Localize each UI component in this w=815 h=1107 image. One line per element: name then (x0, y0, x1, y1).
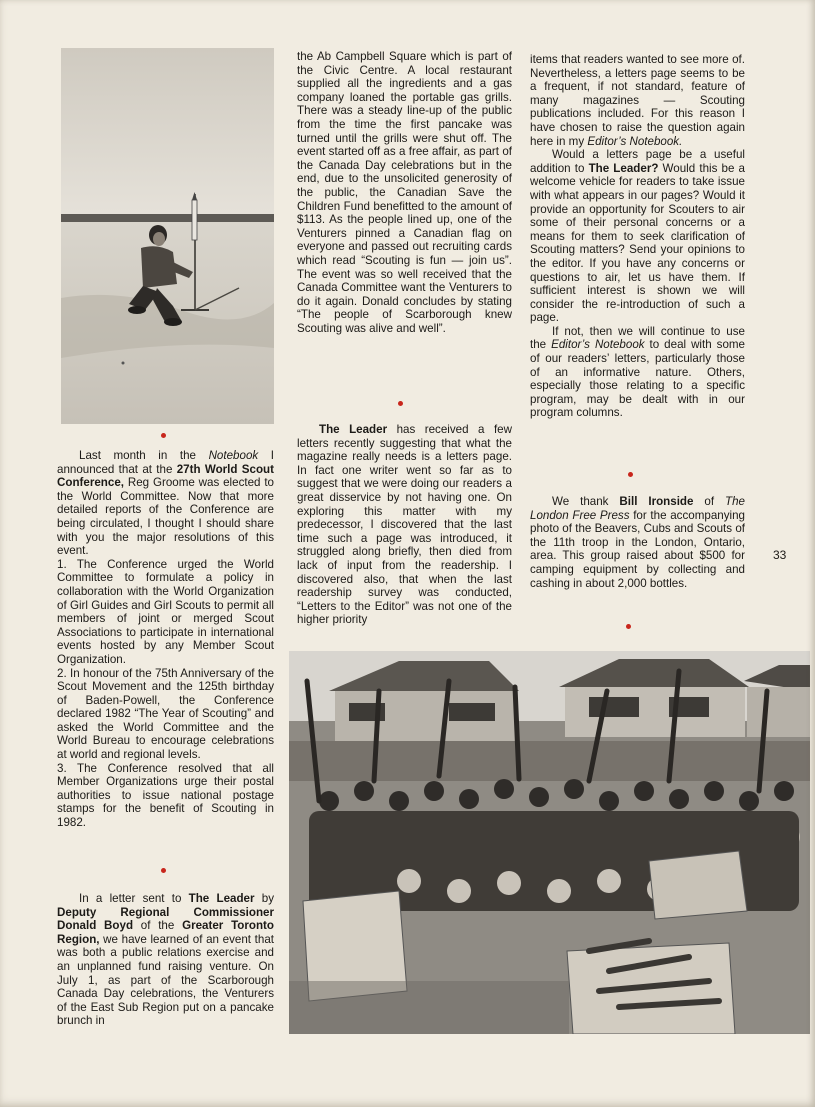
paragraph-photo-credit: We thank Bill Ironside of The London Free Press for the accompanying photo of the Beavers, Cubs and Scouts of the 11th troop in the London, Ontario, area. This group raised about $500 for camping equipment by collecting and cashing in about 2,000 bottles. (530, 495, 745, 590)
section-bullet (626, 624, 631, 629)
paragraph-pancake-continued: the Ab Campbell Square which is part of the Civic Centre. A local restaurant supplied all the ingredients and a gas company loaned the portable gas grills. There was a steady line-up of the public from the time the first pancake was turned until the grills were shut off. The event started off as a free affair, as part of the Canada Day celebrations but in the end, due to the unsolicited generosity of the public, the Canadian Save the Children Fund benefitted to the amount of $113. As the people lined up, one of the Venturers pinned a Canadian flag on everyone and passed out recruiting cards which read “Scouting is fun — join us”. The event was so well received that the Canada Committee want the Venturers to do it again. Donald concludes by stating “The people of Scarborough knew Scouting was alive and well”. (297, 50, 512, 335)
resolution-1: 1. The Conference urged the World Committee to formulate a policy in collaboration with the World Organization of Girl Guides and Girl Scouts to permit all members of joint or merged Scout Associations to participate in international events hosted by any Member Scout Organization. (57, 557, 274, 666)
paragraph-world-conference: Last month in the Notebook I announced that at the 27th World Scout Conference, Reg Groome was elected to the World Committee. Now that more detailed reports of the Conference are being circulated, I thought I should share with you the major resolutions of this event. (57, 449, 274, 558)
paragraph-pancake-brunch: In a letter sent to The Leader by Deputy Regional Commissioner Donald Boyd of the Greater Toronto Region, we have learned of an event that was both a public relations exercise and an unplanned fund raising venture. On July 1, as part of the Scarborough Canada Day celebrations, the Venturers of the East Sub Region put on a pancake brunch in (57, 892, 274, 1028)
scouts-bottle-drive-photo (289, 651, 810, 1034)
section-bullet (161, 433, 166, 438)
column-3-thanks (530, 495, 745, 590)
section-bullet (161, 868, 166, 873)
column-3 (530, 53, 745, 420)
column-1 (57, 449, 274, 830)
rocket-launch-photo (61, 48, 274, 424)
column-2 (297, 50, 512, 335)
paragraph-letters-question: Would a letters page be a useful addition to The Leader? Would this be a welcome vehicle for readers to take issue with what appears in our pages? Would it provide an opportunity for Scouters to air some of their personal concerns or a means for them to seek clarification of Scouting matters? Send your opinions to the editor. If you have any concerns or questions to air, let us have them. If sufficient interest is shown we will consider the re-introduction of such a page. (530, 148, 745, 325)
column-2-letters (297, 423, 512, 627)
page-number: 33 (773, 548, 787, 562)
paragraph-letters-alternative: If not, then we will continue to use the Editor’s Notebook to deal with some of our readers’ letters, particularly those of an informative nature. Others, especially those relating to a specific program, may be dealt with in our program columns. (530, 324, 745, 420)
resolution-3: 3. The Conference resolved that all Member Organizations urge their postal authorities to issue national postage stamps for the benefit of Scouting in 1982. (57, 761, 274, 830)
resolution-2: 2. In honour of the 75th Anniversary of the Scout Movement and the 125th birthday of Baden-Powell, the Conference declared 1982 “The Year of Scouting” and asked the World Committee and the World Bureau to encourage celebrations at world and regional levels. (57, 666, 274, 762)
paragraph-letters-page: The Leader has received a few letters recently suggesting that what the magazine really needs is a letters page. In fact one writer went so far as to suggest that we were doing our readers a great disservice by not having one. On exploring this matter with my predecessor, I discovered that the last time such a page was introduced, it struggled along briefly, then died from lack of input from the readership. I discovered also, that when the last readership survey was conducted, “Letters to the Editor” was not one of the higher priority (297, 423, 512, 627)
column-1-letter (57, 892, 274, 1028)
paragraph-letters-continued: items that readers wanted to see more of. Nevertheless, a letters page seems to be a frequent, if not standard, feature of many magazines — Scouting publications included. For this reason I have chosen to raise the question again here in my Editor’s Notebook. (530, 53, 745, 148)
section-bullet (398, 401, 403, 406)
section-bullet (628, 472, 633, 477)
